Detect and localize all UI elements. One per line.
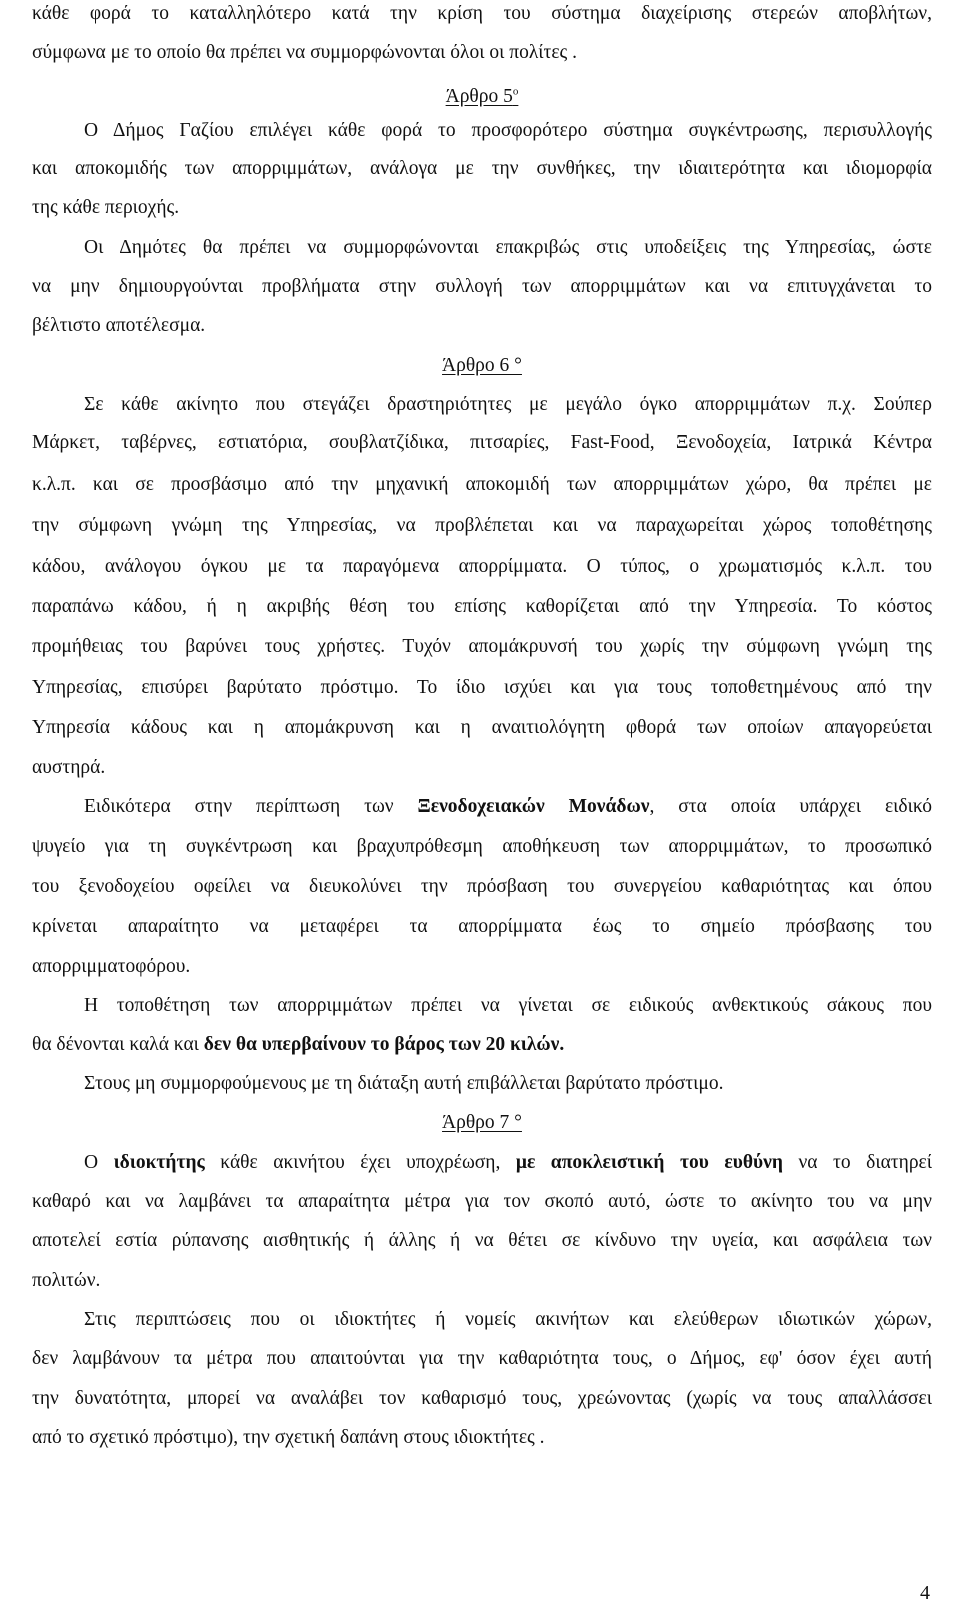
body-line: προμήθειας του βαρύνει τους χρήστες. Τυχόν απομάκρυνσή του χωρίς την σύμφωνη γνώμη της <box>32 636 932 657</box>
article-5-heading: Άρθρο $5^o$ <box>445 85 519 107</box>
body-line: Ειδικότερα στην περίπτωση των Ξενοδοχειακών Μονάδων, στα οποία υπάρχει ειδικό <box>84 796 932 817</box>
body-line: και αποκομιδής των απορριμμάτων, ανάλογα με την συνθήκες, την ιδιαιτερότητα και ιδιομορφία <box>32 158 932 179</box>
body-line: δεν λαμβάνουν τα μέτρα που απαιτούνται για την καθαριότητα τους, ο Δήμος, εφ' όσον έχει αυτή <box>32 1348 932 1369</box>
body-line: Ο Δήμος Γαζίου επιλέγει κάθε φορά το προσφορότερο σύστημα συγκέντρωσης, περισυλλογής <box>84 120 932 141</box>
body-line: Οι Δημότες θα πρέπει να συμμορφώνονται επακριβώς στις υποδείξεις της Υπηρεσίας, ώστε <box>84 237 932 258</box>
body-line: Η τοποθέτηση των απορριμμάτων πρέπει να γίνεται σε ειδικούς ανθεκτικούς σάκους που <box>84 995 932 1016</box>
body-line: Στις περιπτώσεις που οι ιδιοκτήτες ή νομείς ακινήτων και ελεύθερων ιδιωτικών χώρων, <box>84 1309 932 1330</box>
body-line: κ.λ.π. και σε προσβάσιμο από την μηχανική αποκομιδή των απορριμμάτων χώρο, θα πρέπει με <box>32 474 932 495</box>
body-line: θα δένονται καλά και δεν θα υπερβαίνουν το βάρος των 20 κιλών. <box>32 1034 565 1055</box>
body-line: Ο ιδιοκτήτης κάθε ακινήτου έχει υποχρέωση, με αποκλειστική του ευθύνη να το διατηρεί <box>84 1152 932 1173</box>
body-line: Στους μη συμμορφούμενους με τη διάταξη αυτή επιβάλλεται βαρύτατο πρόστιμο. <box>84 1073 724 1094</box>
body-line: κρίνεται απαραίτητο να μεταφέρει τα απορρίμματα έως το σημείο πρόσβασης του <box>32 916 932 937</box>
article-6-heading: Άρθρο 6 ° <box>442 355 522 376</box>
body-line: αυστηρά. <box>32 757 106 778</box>
body-line: απορριμματοφόρου. <box>32 956 191 977</box>
body-line: πολιτών. <box>32 1270 101 1291</box>
body-line: της κάθε περιοχής. <box>32 197 180 218</box>
body-line: αποτελεί εστία ρύπανσης αισθητικής ή άλλης ή να θέτει σε κίνδυνο την υγεία, και ασφάλεια των <box>32 1230 932 1251</box>
document-page <box>32 0 932 1613</box>
body-line: Υπηρεσία κάδους και η απομάκρυνση και η αναιτιολόγητη φθορά των οποίων απαγορεύεται <box>32 717 932 738</box>
body-line: παραπάνω κάδου, ή η ακριβής θέση του επίσης καθορίζεται από την Υπηρεσία. Το κόστος <box>32 596 932 617</box>
body-line: κάδου, ανάλογου όγκου με τα παραγόμενα απορρίμματα. Ο τύπος, ο χρωματισμός κ.λ.π. του <box>32 556 932 577</box>
body-line: Υπηρεσίας, επισύρει βαρύτατο πρόστιμο. Το ίδιο ισχύει και για τους τοποθετημένους από την <box>32 677 932 698</box>
body-line: σύμφωνα με το οποίο θα πρέπει να συμμορφώνονται όλοι οι πολίτες . <box>32 42 578 63</box>
body-line: να μην δημιουργούνται προβλήματα στην συλλογή των απορριμμάτων και να επιτυγχάνεται το <box>32 276 932 297</box>
article-7-heading: Άρθρο 7 ° <box>442 1112 522 1133</box>
body-line: Σε κάθε ακίνητο που στεγάζει δραστηριότητες με μεγάλο όγκο απορριμμάτων π.χ. Σούπερ <box>84 394 932 415</box>
body-line: Μάρκετ, ταβέρνες, εστιατόρια, σουβλατζίδικα, πιτσαρίες, Fast-Food, Ξενοδοχεία, Ιατρικά Κέντρα <box>32 432 932 453</box>
body-line: ψυγείο για τη συγκέντρωση και βραχυπρόθεσμη αποθήκευση των απορριμμάτων, το προσωπικό <box>32 836 932 857</box>
body-line: καθαρό και να λαμβάνει τα απαραίτητα μέτρα για τον σκοπό αυτό, ώστε το ακίνητο του να μην <box>32 1191 932 1212</box>
body-line: την σύμφωνη γνώμη της Υπηρεσίας, να προβλέπεται και να παραχωρείται χώρος τοποθέτησης <box>32 515 932 536</box>
body-line: την δυνατότητα, μπορεί να αναλάβει τον καθαρισμό τους, χρεώνοντας (χωρίς να τους απαλλάσσει <box>32 1388 932 1409</box>
body-line: κάθε φορά το καταλληλότερο κατά την κρίση του σύστημα διαχείρισης στερεών αποβλήτων, <box>32 3 932 24</box>
body-line: του ξενοδοχείου οφείλει να διευκολύνει την πρόσβαση του συνεργείου καθαριότητας και όπου <box>32 876 932 897</box>
body-line: από το σχετικό πρόστιμο), την σχετική δαπάνη στους ιδιοκτήτες . <box>32 1427 545 1448</box>
page-number: 4 <box>920 1582 930 1604</box>
body-line: βέλτιστο αποτέλεσμα. <box>32 315 206 336</box>
